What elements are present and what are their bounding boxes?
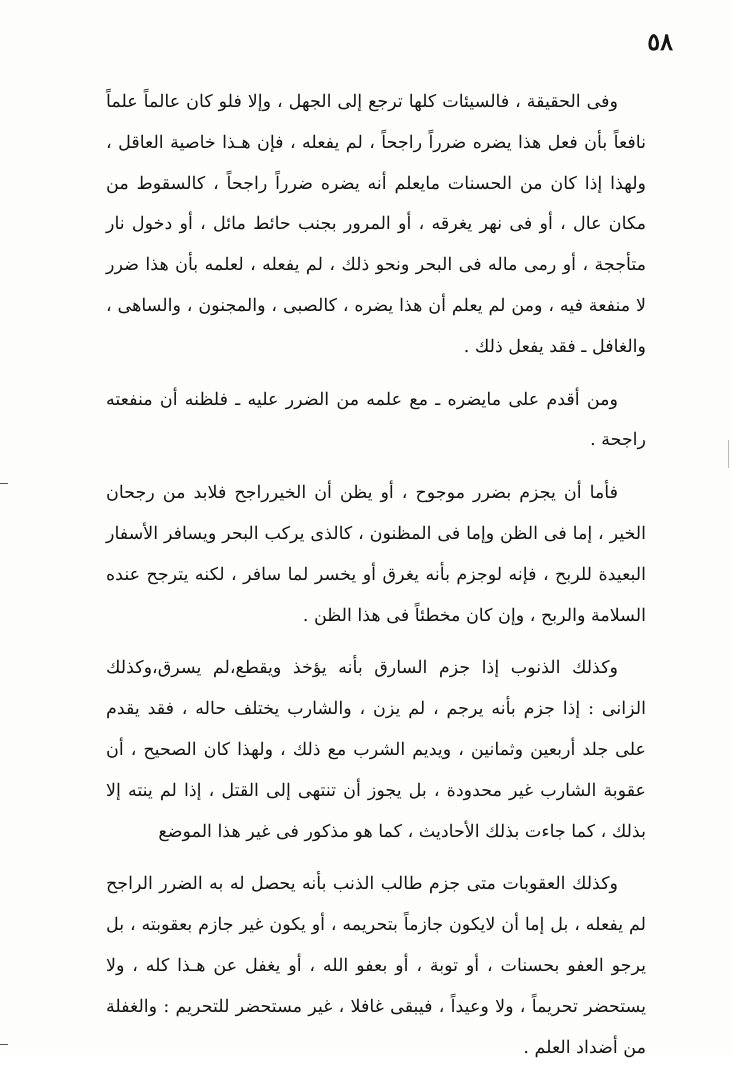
paragraph-assumed-benefit: ومن أقدم على مايضره ـ مع علمه من الضرر عليه ـ فلظنه أن منفعته راجحة . (106, 389, 646, 451)
paragraph-ignorance-causes-sin: وفى الحقيقة ، فالسيئات كلها ترجع إلى الجهل ، وإلا فلو كان عالماً علماً نافعاً بأن فعل هذا يضره ضرراً راجحاً ، لم يفعله ، فإن هـذا خاصية العاقل ، ولهذا إذا كان من الحسنات مايعلم أنه يضره ضرراً راجحاً ، كالسقوط من مكان عال ، أو فى نهر يغرقه ، أو المرور بجنب حائط مائل ، أو دخول نار متأججة ، أو رمى ماله فى البحر ونحو ذلك ، لم يفعله ، لعلمه بأن هذا ضرر لا منفعة فيه ، ومن لم يعلم أن هذا يضره ، كالصبى ، والمجنون ، والساهى ، والغافل ـ فقد يفعل ذلك . (106, 92, 646, 357)
paragraph-heedlessness: وكذلك العقوبات متى جزم طالب الذنب بأنه يحصل له به الضرر الراجح لم يفعله ، بل إما أن لايكون جازماً بتحريمه ، أو يكون غير جازم بعقوبته ، بل يرجو العفو بحسنات ، أو توبة ، أو بعفو الله ، أو يغفل عن هـذا كله ، ولا يستحضر تحريماً ، ولا وعيداً ، فيبقى غافلا ، غير مستحضر للتحريم : والغفلة من أضداد العلم . (106, 874, 646, 1058)
scan-edge-line (728, 440, 729, 468)
paragraph-sins-and-punishments: وكذلك الذنوب إذا جزم السارق بأنه يؤخذ ويقطع،لم يسرق،وكذلك الزانى : إذا جزم بأنه يرجم ، لم يزن ، والشارب يختلف حاله ، فقد يقدم على جلد أربعين وثمانين ، ويديم الشرب مع ذلك ، ولهذا كان الصحيح ، أن عقوبة الشارب غير محدودة ، بل يجوز أن تنتهى إلى القتل ، إذا لم ينته إلا بذلك ، كما جاءت بذلك الأحاديث ، كما هو مذكور فى غير هذا الموضع (106, 658, 646, 842)
scan-margin-mark (0, 1044, 8, 1045)
page-number: ٥٨ (647, 27, 673, 56)
scan-margin-mark (0, 483, 8, 484)
paragraph-preponderance-of-good: فأما أن يجزم بضرر موجوح ، أو يظن أن الخيرراجح فلابد من رجحان الخير ، إما فى الظن وإما فى المظنون ، كالذى يركب البحر ويسافر الأسفار البعيدة للربح ، فإنه لوجزم بأنه يغرق أو يخسر لما سافر ، لكنه يترجح عنده السلامة والربح ، وإن كان مخطئاً فى هذا الظن . (106, 483, 646, 626)
body-text (106, 82, 646, 1080)
